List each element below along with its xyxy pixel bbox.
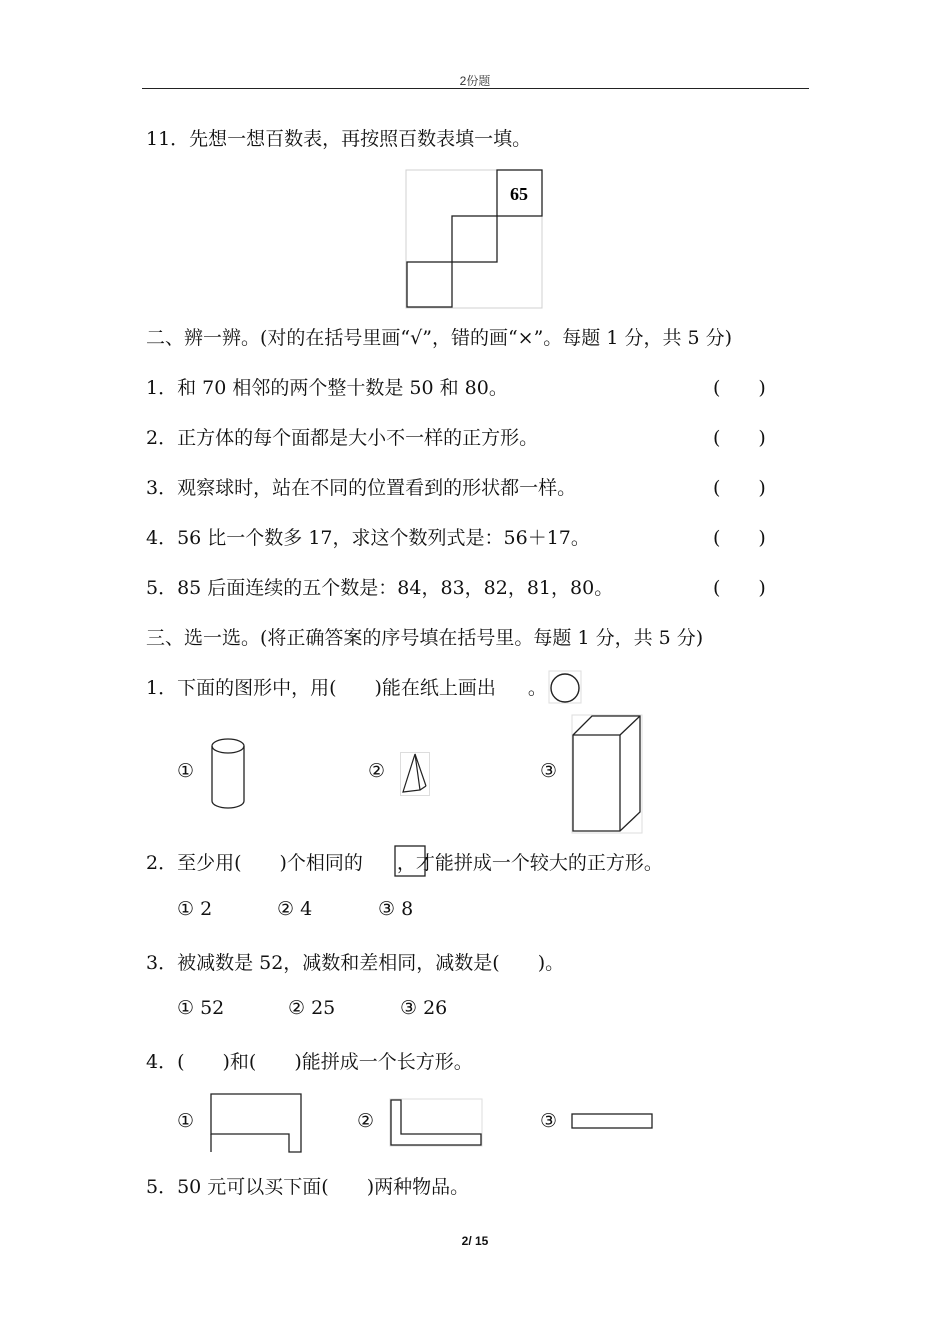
s2-item-2: 2．正方体的每个面都是大小不一样的正方形。 — [146, 427, 539, 449]
s2-item-5-answer[interactable]: ( ) — [713, 577, 766, 599]
question-11: 11．先想一想百数表，再按照百数表填一填。 — [146, 128, 532, 150]
s3-q5-text: 5．50 元可以买下面( )两种物品。 — [146, 1176, 470, 1198]
s3-q3-opt2[interactable]: ② 25 — [288, 997, 336, 1019]
header-rule — [142, 88, 809, 89]
cell-65-number: 65 — [510, 184, 528, 204]
s3-q2-opt2[interactable]: ② 4 — [277, 898, 313, 920]
cell-bottom — [407, 262, 452, 307]
s2-item-2-answer[interactable]: ( ) — [713, 427, 766, 449]
s3-q3-opt1[interactable]: ① 52 — [177, 997, 225, 1019]
s2-item-4: 4．56 比一个数多 17，求这个数列式是：56＋17。 — [146, 527, 590, 549]
cell-middle — [452, 216, 497, 262]
s3-q1-opt1-label[interactable]: ① — [177, 760, 195, 782]
thin-rectangle-shape — [570, 1112, 654, 1132]
section3-title: 三、选一选。(将正确答案的序号填在括号里。每题 1 分，共 5 分) — [146, 627, 704, 649]
s2-item-5: 5．85 后面连续的五个数是：84，83，82，81，80。 — [146, 577, 614, 599]
s3-q4-opt2-label[interactable]: ② — [357, 1110, 375, 1132]
s3-q2-opt3[interactable]: ③ 8 — [378, 898, 414, 920]
l-shape — [389, 1098, 484, 1148]
cylinder-icon — [209, 737, 247, 811]
s2-item-3-answer[interactable]: ( ) — [713, 477, 766, 499]
circle-icon — [548, 670, 582, 704]
hundred-chart-staircase — [404, 170, 544, 310]
s3-q2-opt1[interactable]: ① 2 — [177, 898, 213, 920]
square-icon — [394, 845, 426, 877]
s3-q1-text: 1．下面的图形中，用( )能在纸上画出 。 — [146, 677, 547, 699]
s3-q1-opt3-label[interactable]: ③ — [540, 760, 558, 782]
s3-q1-opt2-label[interactable]: ② — [368, 760, 386, 782]
s3-q4-opt3-label[interactable]: ③ — [540, 1110, 558, 1132]
page-number: 2/ 15 — [461, 1234, 489, 1248]
page-header: 2份题 — [459, 74, 491, 88]
cone-icon — [400, 752, 430, 796]
s2-item-1-answer[interactable]: ( ) — [713, 377, 766, 399]
section2-title: 二、辨一辨。(对的在括号里画“√”，错的画“×”。每题 1 分，共 5 分) — [146, 327, 733, 349]
s3-q3-text: 3．被减数是 52，减数和差相同，减数是( )。 — [146, 952, 565, 974]
notched-rectangle-shape — [209, 1092, 304, 1154]
s3-q4-opt1-label[interactable]: ① — [177, 1110, 195, 1132]
s3-q4-text: 4．( )和( )能拼成一个长方形。 — [146, 1051, 473, 1073]
s2-item-3: 3．观察球时，站在不同的位置看到的形状都一样。 — [146, 477, 577, 499]
cuboid-icon — [570, 713, 644, 835]
s2-item-1: 1．和 70 相邻的两个整十数是 50 和 80。 — [146, 377, 508, 399]
s3-q2-text: 2．至少用( )个相同的 ，才能拼成一个较大的正方形。 — [146, 852, 663, 874]
s3-q3-opt3[interactable]: ③ 26 — [400, 997, 448, 1019]
s2-item-4-answer[interactable]: ( ) — [713, 527, 766, 549]
